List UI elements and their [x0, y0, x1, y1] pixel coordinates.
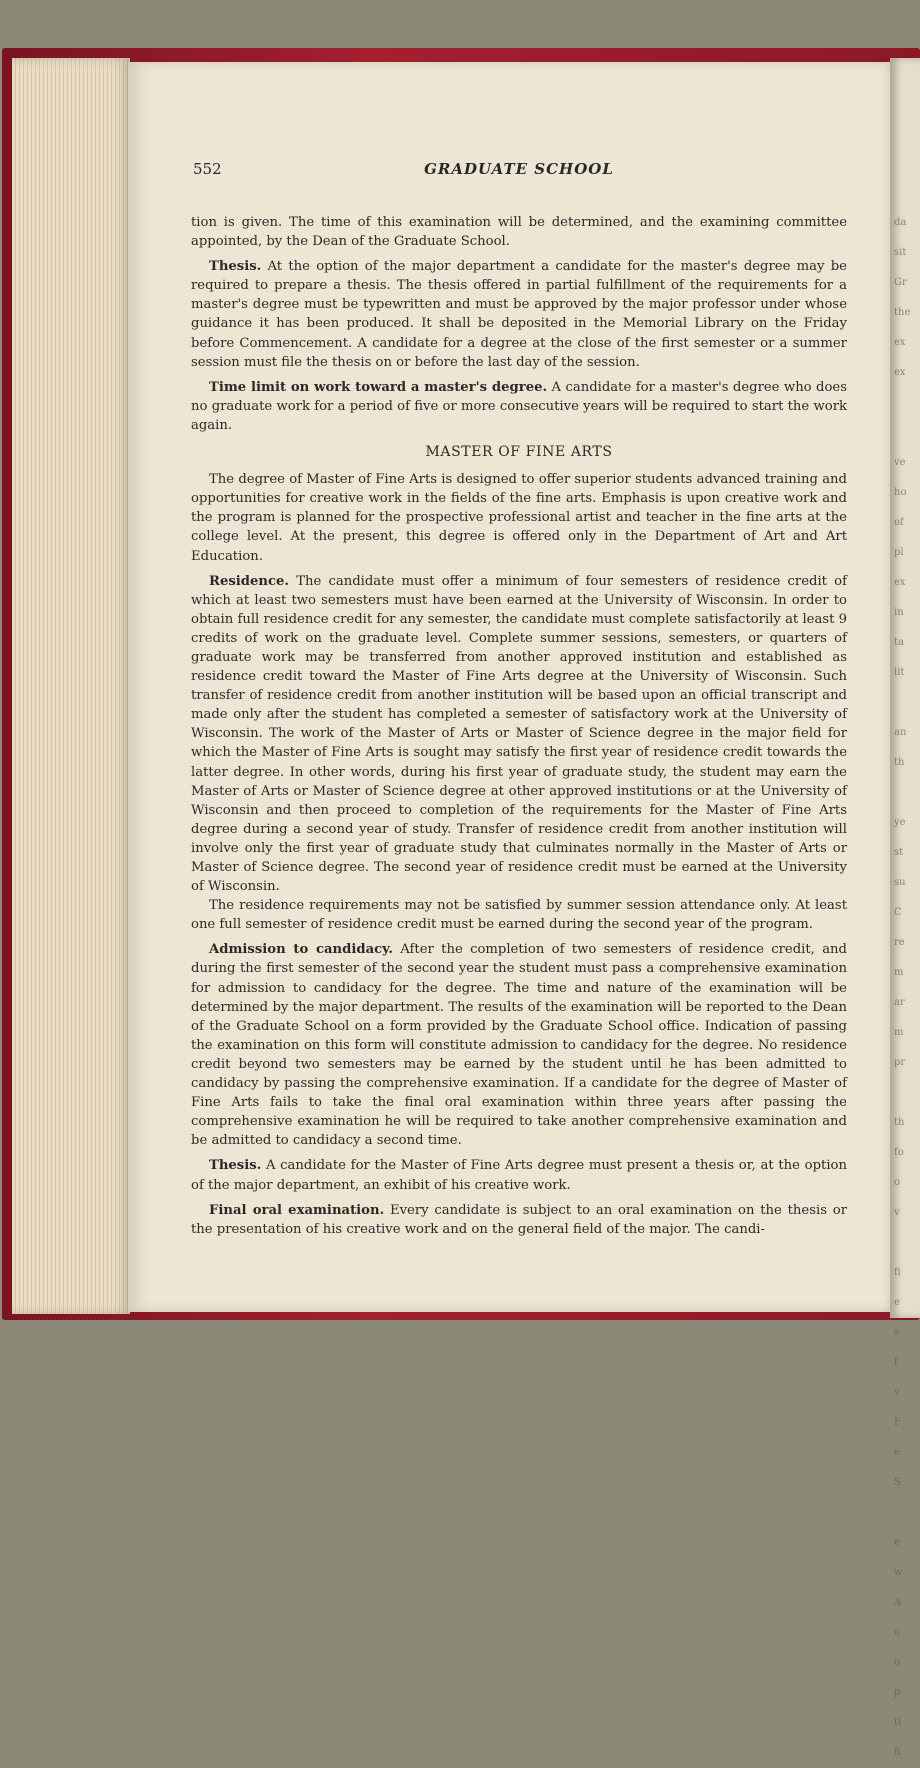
edge-fragment: e — [894, 1537, 900, 1548]
paragraph-text: The degree of Master of Fine Arts is designed to offer superior students advanced training and opportunities for creative work in the fields of the fine arts. Emphasis is upon creative work and the program is planned for the prospective professional artist and teacher in the fine arts at the college level. At the present, this degree is offered only in the Department of Art and Art Education. — [191, 472, 847, 564]
edge-fragment: ye — [894, 817, 906, 828]
edge-fragment: f — [894, 1357, 898, 1368]
edge-fragment: C — [894, 907, 902, 918]
edge-fragment: Gr — [894, 277, 907, 288]
edge-fragment: da — [894, 217, 907, 228]
edge-fragment: ex — [894, 337, 906, 348]
run-in-heading: Time limit on work toward a master's degree. — [209, 379, 548, 395]
edge-fragment: o — [894, 1627, 901, 1638]
page-stack-edge — [12, 58, 130, 1314]
edge-fragment: ho — [894, 487, 907, 498]
body-text — [191, 213, 847, 1239]
edge-fragment: A — [894, 1597, 902, 1608]
edge-fragment: th — [894, 1117, 905, 1128]
paragraph — [191, 378, 847, 435]
paragraph — [191, 213, 847, 251]
adjacent-page-edge — [890, 58, 920, 1758]
edge-fragment: o — [894, 1657, 901, 1668]
edge-fragment: v — [894, 1387, 900, 1398]
edge-fragment: su — [894, 877, 906, 888]
edge-fragment: in — [894, 607, 904, 618]
running-head: GRADUATE SCHOOL — [424, 160, 614, 178]
page-number: 552 — [193, 160, 222, 178]
paragraph-text: A candidate for the Master of Fine Arts degree must present a thesis or, at the option of the major department, an exhibit of his creative work. — [191, 1158, 847, 1193]
edge-fragment — [894, 1498, 918, 1528]
paragraph — [191, 572, 847, 897]
edge-fragment: ar — [894, 997, 905, 1008]
intro-paragraphs — [191, 213, 847, 435]
edge-fragment: m — [894, 967, 904, 978]
edge-fragment: p — [894, 1687, 901, 1698]
paragraph — [191, 470, 847, 565]
edge-fragment — [894, 388, 918, 418]
edge-fragment: st — [894, 847, 904, 858]
paragraph-text: After the completion of two semesters of residence credit, and during the first semester of the second year the student must pass a comprehensive examination for admission to candidacy for the degree. The time and nature of the examination will be determined by the major department. The results of the examination will be reported to the Dean of the Graduate School on a form provided by the Graduate School office. Indication of passing the examination on this form will constitute admission to candidacy for the degree. No residence credit beyond two semesters may be earned by the student until he has been admitted to candidacy by passing the comprehensive examination. If a candidate for the degree of Master of Fine Arts fails to take the final oral examination within three years after passing the comprehensive examination he will be required to take another comprehensive examination and be admitted to candidacy a second time. — [191, 942, 847, 1149]
paragraph-text: At the option of the major department a candidate for the master's degree may be required to prepare a thesis. The thesis offered in partial fulfillment of the requirements for a master's degree must be typewritten and must be approved by the major professor under whose guidance it has been produced. It shall be deposited in the Memorial Library on the Friday before Commencement. A candidate for a degree at the close of the first semester or a summer session must file the thesis on or before the last day of the session. — [191, 259, 847, 370]
edge-fragment: pl — [894, 547, 904, 558]
page-header — [193, 160, 845, 182]
edge-fragment: ta — [894, 637, 904, 648]
edge-fragment: fi — [894, 1267, 901, 1278]
run-in-heading: Final oral examination. — [209, 1202, 385, 1218]
edge-fragment — [894, 688, 918, 718]
edge-fragment: lit — [894, 667, 905, 678]
paragraph — [191, 1201, 847, 1239]
edge-fragment: fo — [894, 1147, 904, 1158]
run-in-heading: Admission to candidacy. — [209, 942, 393, 958]
edge-fragment — [894, 418, 918, 448]
paragraph-text: The candidate must offer a minimum of four semesters of residence credit of which at least two semesters must have been earned at the University of Wisconsin. In order to obtain full residence credit for any semester, the candidate must complete satisfactorily at least 9 credits of work on the graduate level. Complete summer sessions, semesters, or quarters of graduate work may be transferred from another approved institution and established as residence credit toward the Master of Fine Arts degree at the University of Wisconsin. Such transfer of residence credit from another institution will be based upon an official transcript and made only after the student has completed a semester of satisfactory work at the University of Wisconsin. The work of the Master of Arts or Master of Science degree in the major field for which the Master of Fine Arts is sought may satisfy the first year of residence credit towards the latter degree. In other words, during his first year of graduate study, the student may earn the Master of Arts or Master of Science degree at other approved institutions or at the University of Wisconsin and then proceed to completion of the requirements for the Master of Fine Arts degree during a second year of study. Transfer of residence credit from another institution will involve only the first year of graduate study that culminates normally in the Master of Arts or Master of Science degree. The second year of residence credit must be earned at the University of Wisconsin. — [191, 573, 847, 895]
paragraph — [191, 257, 847, 372]
edge-fragment: th — [894, 757, 905, 768]
edge-fragment: e — [894, 1297, 900, 1308]
edge-fragment: re — [894, 937, 905, 948]
edge-fragment — [894, 1228, 918, 1258]
edge-fragment: m — [894, 1027, 904, 1038]
edge-fragment: ex — [894, 577, 906, 588]
paragraph-text: The residence requirements may not be satisfied by summer session attendance only. At least one full semester of residence credit must be earned during the second year of the program. — [191, 898, 847, 933]
paragraph — [191, 940, 847, 1150]
edge-fragment: S — [894, 1477, 901, 1488]
edge-fragment: tl — [894, 1717, 902, 1728]
edge-fragment: the — [894, 307, 911, 318]
edge-fragment: ex — [894, 367, 906, 378]
edge-fragment: v — [894, 1207, 900, 1218]
edge-fragment: F — [894, 1417, 901, 1428]
run-in-heading: Thesis. — [209, 259, 262, 275]
edge-fragment: s — [894, 1327, 900, 1338]
run-in-heading: Residence. — [209, 573, 289, 589]
edge-fragment: fi — [894, 1747, 901, 1758]
edge-fragment: sit — [894, 247, 907, 258]
paragraph-text: tion is given. The time of this examination will be determined, and the examining committee appointed, by the Dean of the Graduate School. — [191, 215, 847, 250]
paragraph — [191, 896, 847, 934]
edge-fragment: w — [894, 1567, 903, 1578]
paragraph-text: A candidate for a master's degree who does no graduate work for a period of five or more consecutive years will be required to start the work again. — [191, 379, 847, 433]
edge-fragment: of — [894, 517, 904, 528]
edge-fragment: an — [894, 727, 907, 738]
edge-fragment — [894, 778, 918, 808]
edge-fragment — [894, 1078, 918, 1108]
edge-fragment: e — [894, 1447, 900, 1458]
adjacent-page-fragments — [894, 208, 918, 1768]
paragraph-text: Every candidate is subject to an oral examination on the thesis or the presentation of his creative work and on the general field of the major. The candi- — [191, 1202, 847, 1237]
section-paragraphs — [191, 470, 847, 1239]
edge-fragment: pr — [894, 1057, 906, 1068]
run-in-heading: Thesis. — [209, 1158, 262, 1174]
section-title: MASTER OF FINE ARTS — [425, 444, 613, 461]
edge-fragment: o — [894, 1177, 901, 1188]
edge-fragment: ve — [894, 457, 906, 468]
paragraph — [191, 1156, 847, 1194]
